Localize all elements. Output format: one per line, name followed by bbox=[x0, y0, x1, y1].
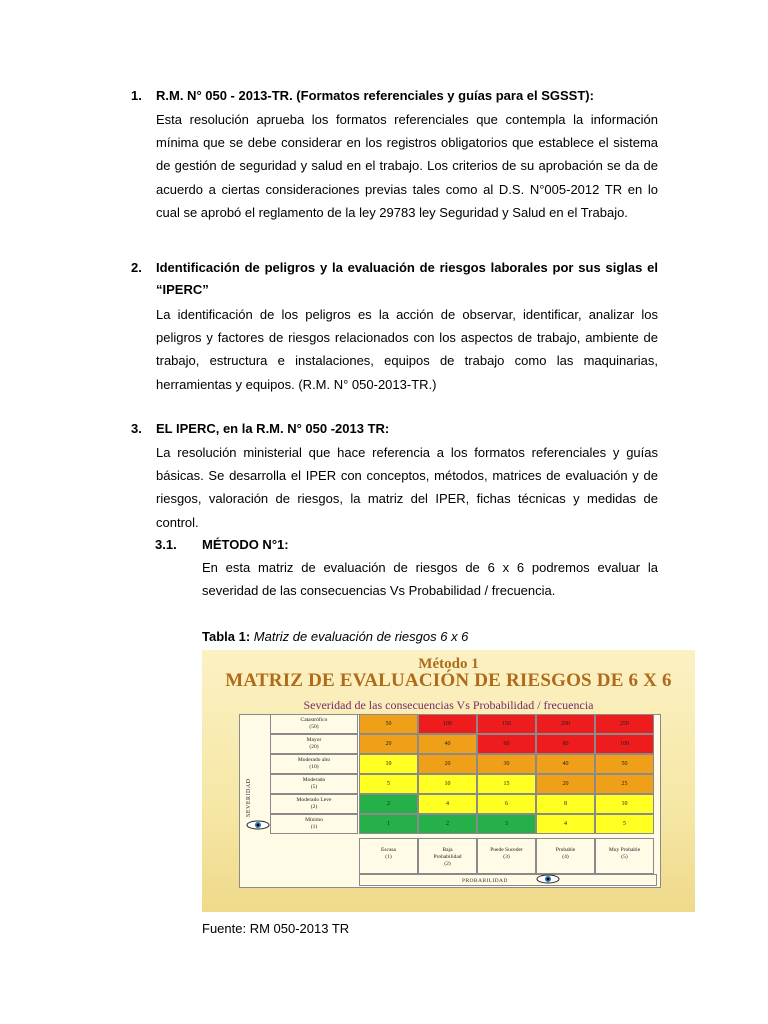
matrix-cell: 250 bbox=[595, 714, 654, 734]
section-1-heading: R.M. N° 050 - 2013-TR. (Formatos referenciales y guías para el SGSST): bbox=[156, 88, 594, 103]
matrix-cell: 200 bbox=[536, 714, 595, 734]
matrix-cell: 20 bbox=[359, 734, 418, 754]
matrix-cell: 2 bbox=[359, 794, 418, 814]
matrix-cell: 1 bbox=[359, 814, 418, 834]
risk-matrix-figure bbox=[202, 650, 695, 912]
matrix-cell: 30 bbox=[477, 754, 536, 774]
table-caption-label: Tabla 1: bbox=[202, 629, 251, 644]
matrix-cell: 150 bbox=[477, 714, 536, 734]
severity-axis-label: SEVERIDAD bbox=[246, 778, 252, 818]
table-caption bbox=[202, 628, 468, 646]
severity-row-label: Moderado alto (10) bbox=[270, 754, 358, 774]
severity-row-label: Catastrófico (50) bbox=[270, 714, 358, 734]
severity-row-label: Moderado Leve (2) bbox=[270, 794, 358, 814]
subsection-number: 3.1. bbox=[155, 537, 177, 552]
figure-subtitle: Método 1 bbox=[418, 656, 479, 672]
probability-axis-label: PROBABILIDAD bbox=[462, 878, 508, 884]
section-3-body: La resolución ministerial que hace referencia a los formatos referenciales y guías básicas. Se desarrolla el IPER con conceptos, métodos, matrices de evaluación y de riesgos, valoración de riesgos, la matriz del IPER, fichas técnicas y medidas de control. bbox=[156, 445, 658, 530]
section-3-number: 3. bbox=[131, 421, 142, 436]
matrix-cell: 5 bbox=[359, 774, 418, 794]
section-1-body: Esta resolución aprueba los formatos referenciales que contempla la información mínima que se debe considerar en los registros obligatorios que establece el sistema de gestión de seguridad y salud en el trabajo. Los criterios de su aprobación se da de acuerdo a ciertas consideraciones previas tales como al D.S. N°005-2012 TR en lo cual se aprobó el reglamento de la ley 29783 ley Seguridad y Salud en el Trabajo. bbox=[156, 112, 658, 220]
table-caption-text: Matriz de evaluación de riesgos 6 x 6 bbox=[253, 629, 469, 644]
matrix-cell: 5 bbox=[595, 814, 654, 834]
matrix-cell: 40 bbox=[536, 754, 595, 774]
matrix-cell: 3 bbox=[477, 814, 536, 834]
severity-row-label: Mayor (20) bbox=[270, 734, 358, 754]
matrix-cell: 25 bbox=[595, 774, 654, 794]
matrix-cell: 20 bbox=[536, 774, 595, 794]
matrix-cell: 10 bbox=[418, 774, 477, 794]
matrix-cell: 2 bbox=[418, 814, 477, 834]
matrix-cell: 50 bbox=[359, 714, 418, 734]
matrix-cell: 100 bbox=[418, 714, 477, 734]
eye-icon bbox=[536, 874, 560, 884]
matrix-cell: 20 bbox=[418, 754, 477, 774]
probability-column-label: Escasa (1) bbox=[359, 838, 418, 874]
probability-column-label: Puede Suceder (3) bbox=[477, 838, 536, 874]
eye-icon bbox=[246, 820, 270, 830]
matrix-cell: 4 bbox=[418, 794, 477, 814]
probability-column-label: Probable (4) bbox=[536, 838, 595, 874]
figure-severity-caption: Severidad de las consecuencias Vs Probabilidad / frecuencia bbox=[303, 698, 594, 712]
matrix-cell: 8 bbox=[536, 794, 595, 814]
severity-row-label: Mínimo (1) bbox=[270, 814, 358, 834]
figure-source: Fuente: RM 050-2013 TR bbox=[202, 921, 350, 936]
matrix-cell: 6 bbox=[477, 794, 536, 814]
section-2-number: 2. bbox=[131, 260, 142, 275]
subsection-heading: MÉTODO N°1: bbox=[202, 537, 289, 552]
matrix-cell: 40 bbox=[418, 734, 477, 754]
matrix-cell: 80 bbox=[536, 734, 595, 754]
matrix-cell: 60 bbox=[477, 734, 536, 754]
probability-column-label: Baja Probabilidad (2) bbox=[418, 838, 477, 874]
section-2-body: La identificación de los peligros es la acción de observar, identificar, analizar los peligros y factores de riesgos relacionados con los aspectos de trabajo, ambiente de trabajo, estructura e instalaciones, equipos de trabajo como las maquinarias, herramientas y equipos. (R.M. N° 050-2013-TR.) bbox=[156, 307, 658, 392]
severity-row-label: Moderado (5) bbox=[270, 774, 358, 794]
section-1-number: 1. bbox=[131, 88, 142, 103]
matrix-cell: 4 bbox=[536, 814, 595, 834]
matrix-cell: 50 bbox=[595, 754, 654, 774]
probability-column-label: Muy Probable (5) bbox=[595, 838, 654, 874]
probability-bar bbox=[359, 874, 657, 886]
section-3-heading: EL IPERC, en la R.M. N° 050 -2013 TR: bbox=[156, 421, 390, 436]
matrix-cell: 10 bbox=[359, 754, 418, 774]
matrix-cell: 100 bbox=[595, 734, 654, 754]
figure-title: MATRIZ DE EVALUACIÓN DE RIESGOS DE 6 X 6 bbox=[225, 670, 672, 691]
section-2-heading: Identificación de peligros y la evaluación de riesgos laborales por sus siglas el “IPERC” bbox=[156, 260, 658, 297]
subsection-body: En esta matriz de evaluación de riesgos de 6 x 6 podremos evaluar la severidad de las consecuencias Vs Probabilidad / frecuencia. bbox=[202, 560, 658, 599]
matrix-cell: 15 bbox=[477, 774, 536, 794]
matrix-cell: 10 bbox=[595, 794, 654, 814]
